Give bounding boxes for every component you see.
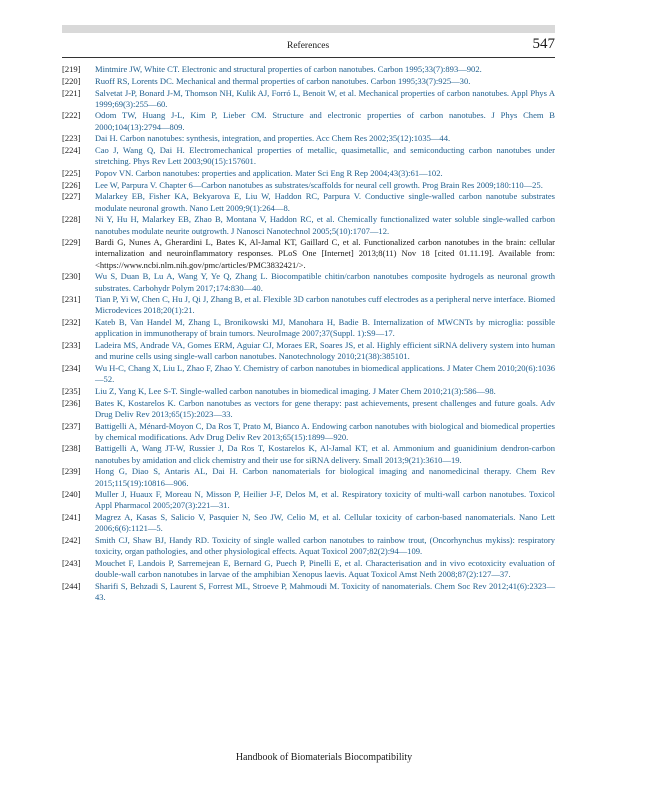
reference-item [62,214,555,236]
reference-text[interactable]: Lee W, Parpura V. Chapter 6—Carbon nanotubes as substrates/scaffolds for neural cell growth. Prog Brain Res 2009;180:110—25. [95,179,543,190]
reference-text[interactable]: Hong G, Diao S, Antaris AL, Dai H. Carbon nanomaterials for biological imaging and nanomedicinal therapy. Chem Rev 2015;115(19):10816—906. [95,466,555,488]
reference-number: [222] [62,110,81,121]
reference-number: [239] [62,466,81,477]
reference-text[interactable]: Liu Z, Yang K, Lee S-T. Single-walled carbon nanotubes in biomedical imaging. J Mater Chem 2010;21(3):586—98. [95,385,496,396]
reference-item [62,180,555,191]
reference-item [62,512,555,534]
reference-number: [228] [62,214,81,225]
reference-text[interactable]: Salvetat J-P, Bonard J-M, Thomson NH, Kulik AJ, Forró L, Benoit W, et al. Mechanical properties of carbon nanotubes. Appl Phys A 1999;69(3):255—60. [95,87,555,109]
reference-text[interactable]: Tian P, Yi W, Chen C, Hu J, Qi J, Zhang B, et al. Flexible 3D carbon nanotubes cuff electrodes as a peripheral nerve interface. Biomed Microdevices 2018;20(1):21. [95,294,555,316]
reference-number: [231] [62,294,81,305]
top-gray-bar [62,25,555,33]
reference-number: [219] [62,64,81,74]
reference-text[interactable]: Malarkey EB, Fisher KA, Bekyarova E, Liu W, Haddon RC, Parpura V. Conductive single-walled carbon nanotube substrates modulate neuronal growth. Nano Lett 2009;9(1):264—8. [95,191,555,213]
reference-number: [235] [62,385,81,396]
reference-item [62,421,555,443]
reference-number: [230] [62,271,81,282]
reference-item [62,363,555,385]
reference-number: [220] [62,75,81,86]
reference-item [62,64,555,75]
reference-number: [224] [62,145,81,156]
section-title: References [287,41,330,51]
reference-item [62,489,555,511]
reference-item [62,340,555,362]
header-rule [62,57,555,58]
reference-item [62,443,555,465]
reference-item [62,581,555,603]
reference-number: [241] [62,512,81,523]
reference-text[interactable]: Mouchet F, Landois P, Sarremejean E, Bernard G, Puech P, Pinelli E, et al. Characterisation and in vivo ecotoxicity evaluation of double-wall carbon nanotubes in larvae of the amphibian Xenopus laevis. Aquat Toxicol Amst Neth 2008;87(2):127—37. [95,557,555,580]
reference-number: [240] [62,489,81,500]
reference-list [62,64,555,604]
reference-text[interactable]: Magrez A, Kasas S, Salicio V, Pasquier N, Seo JW, Celio M, et al. Cellular toxicity of carbon-based nanomaterials. Nano Lett 2006;6(6):1121—5. [95,512,555,534]
book-title-footer: Handbook of Biomaterials Biocompatibility [235,752,413,763]
reference-item [62,110,555,132]
reference-text[interactable]: Popov VN. Carbon nanotubes: properties and application. Mater Sci Eng R Rep 2004;43(3):61—102. [95,167,443,178]
reference-item [62,88,555,110]
reference-number: [238] [62,443,81,454]
reference-text[interactable]: Wu S, Duan B, Lu A, Wang Y, Ye Q, Zhang L. Biocompatible chitin/carbon nanotubes composite hydrogels as neuronal growth substrates. Carbohydr Polym 2017;174:830—40. [95,271,555,293]
reference-number: [232] [62,317,81,328]
reference-text[interactable]: Ladeira MS, Andrade VA, Gomes ERM, Aguiar CJ, Moraes ER, Soares JS, et al. Highly efficient siRNA delivery system into human and murine cells using single-wall carbon nanotubes. Nanotechnology 2010;21(38):385101. [95,340,555,362]
reference-item [62,191,555,213]
reference-item [62,294,555,316]
reference-text[interactable]: Bates K, Kostarelos K. Carbon nanotubes as vectors for gene therapy: past achievements, present challenges and future goals. Adv Drug Deliv Rev 2013;65(15):2023—33. [95,397,555,419]
reference-item [62,168,555,179]
reference-item [62,145,555,167]
reference-number: [236] [62,397,81,408]
reference-text[interactable]: Dai H. Carbon nanotubes: synthesis, integration, and properties. Acc Chem Res 2002;35(12):1035—44. [95,133,451,144]
reference-text[interactable]: Battigelli A, Wang JT-W, Russier J, Da Ros T, Kostarelos K, Al-Jamal KT, et al. Ammonium and guanidinium dendron-carbon nanotubes by amidation and click chemistry and their use for siRNA delivery. Small 2013;9(21):3610—19. [95,443,555,465]
reference-item [62,237,555,270]
reference-number: [244] [62,580,81,591]
reference-item [62,271,555,293]
reference-number: [233] [62,340,81,351]
reference-item [62,317,555,339]
reference-number: [242] [62,535,81,546]
reference-text[interactable]: Odom TW, Huang J-L, Kim P, Lieber CM. Structure and electronic properties of carbon nanotubes. J Phys Chem B 2000;104(13):2794—809. [95,110,555,132]
page-number: 547 [532,36,555,52]
reference-text[interactable]: Wu H-C, Chang X, Liu L, Zhao F, Zhao Y. Chemistry of carbon nanotubes in biomedical applications. J Mater Chem 2010;20(6):1036—52. [95,362,555,385]
reference-item [62,535,555,557]
reference-number: [227] [62,191,81,202]
reference-text[interactable]: Ruoff RS, Lorents DC. Mechanical and thermal properties of carbon nanotubes. Carbon 1995;33(7):925—30. [95,75,471,86]
reference-number: [243] [62,557,81,568]
reference-item [62,76,555,87]
reference-number: [223] [62,133,81,144]
reference-number: [229] [62,237,81,248]
reference-text[interactable]: Muller J, Huaux F, Moreau N, Misson P, Heilier J-F, Delos M, et al. Respiratory toxicity of multi-wall carbon nanotubes. Toxicol Appl Pharmacol 2005;207(3):221—31. [95,489,555,511]
reference-number: [221] [62,87,81,98]
reference-text[interactable]: Kateb B, Van Handel M, Zhang L, Bronikowski MJ, Manohara H, Badie B. Internalization of MWCNTs by microglia: possible application in immunotherapy of brain tumors. NeuroImage 2007;37(Suppl. 1):S9—17. [95,317,555,339]
reference-number: [225] [62,167,81,178]
reference-number: [237] [62,420,81,431]
reference-item [62,398,555,420]
reference-text[interactable]: Smith CJ, Shaw BJ, Handy RD. Toxicity of single walled carbon nanotubes to rainbow trout, (Oncorhynchus mykiss): respiratory toxicity, organ pathologies, and other physiological effects. Aquat Toxicol 2007;82(2):94—109. [95,535,555,557]
reference-number: [226] [62,179,81,190]
reference-item [62,558,555,580]
reference-item [62,386,555,397]
running-header [62,37,555,55]
reference-text[interactable]: Sharifi S, Behzadi S, Laurent S, Forrest ML, Stroeve P, Mahmoudi M. Toxicity of nanomaterials. Chem Soc Rev 2012;41(6):2323—43. [95,580,555,603]
reference-item [62,133,555,144]
reference-text: Bardi G, Nunes A, Gherardini L, Bates K, Al-Jamal KT, Gaillard C, et al. Functionalized carbon nanotubes in the brain: cellular internalization and neuroinflammatory responses. PLoS One [Internet] 2013;8(11) Nov 18 [cited 01.11.19]. Available from: <https://www.ncbi.nlm.nih.gov/pmc/articles/PMC3832421/>. [95,237,555,270]
reference-text[interactable]: Mintmire JW, White CT. Electronic and structural properties of carbon nanotubes. Carbon 1995;33(7):893—902. [95,64,482,74]
reference-text[interactable]: Ni Y, Hu H, Malarkey EB, Zhao B, Montana V, Haddon RC, et al. Chemically functionalized water soluble single-walled carbon nanotubes modulate neurite outgrowth. J Nanosci Nanotechnol 2005;5(10):1707—12. [95,214,555,236]
reference-item [62,466,555,488]
reference-number: [234] [62,362,81,373]
reference-text[interactable]: Cao J, Wang Q, Dai H. Electromechanical properties of metallic, quasimetallic, and semiconducting carbon nanotubes under stretching. Phys Rev Lett 2003;90(15):157601. [95,145,555,167]
reference-text[interactable]: Battigelli A, Ménard-Moyon C, Da Ros T, Prato M, Bianco A. Endowing carbon nanotubes with biological and biomedical properties by chemical modifications. Adv Drug Deliv Rev 2013;65(15):1899—920. [95,420,555,442]
